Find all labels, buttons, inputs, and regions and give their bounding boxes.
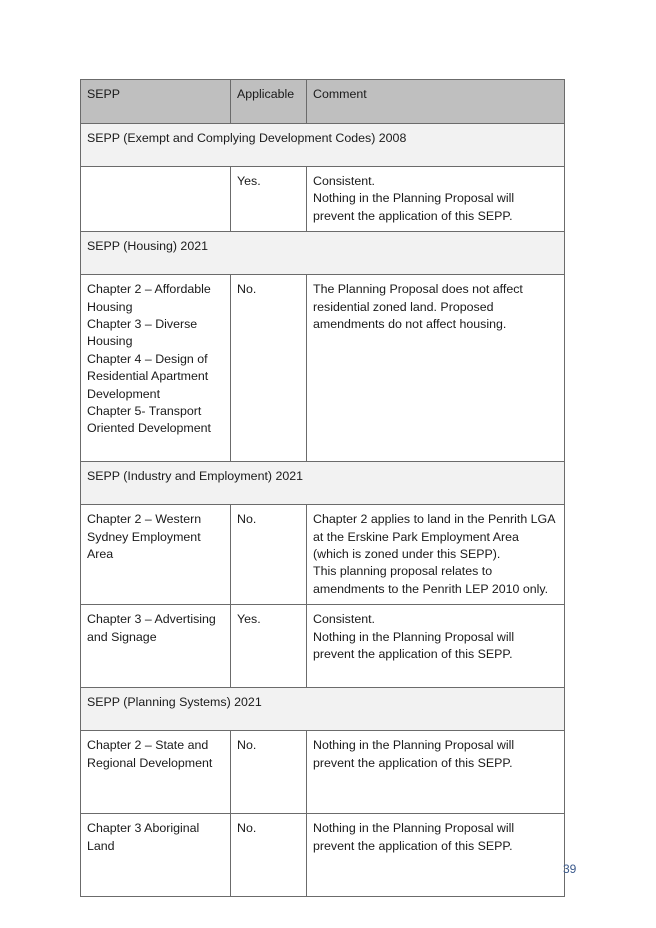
header-comment: Comment — [307, 80, 565, 124]
sepp-table — [80, 79, 565, 897]
table-header-row — [81, 80, 565, 124]
header-applicable: Applicable — [231, 80, 307, 124]
page-number: 39 — [563, 862, 577, 876]
comment-cell: Chapter 2 applies to land in the Penrith LGA at the Erskine Park Employment Area (which is zoned under this SEPP). This planning proposal relates to amendments to the Penrith LEP 2010 only. — [307, 505, 565, 605]
table-row — [81, 605, 565, 688]
section-title: SEPP (Housing) 2021 — [81, 232, 565, 275]
section-row — [81, 462, 565, 505]
sepp-cell: Chapter 3 Aboriginal Land — [81, 814, 231, 897]
comment-cell: Consistent. Nothing in the Planning Proposal will prevent the application of this SEPP. — [307, 167, 565, 232]
table-row — [81, 731, 565, 814]
table-row — [81, 275, 565, 462]
table-row — [81, 814, 565, 897]
table-row — [81, 505, 565, 605]
sepp-cell: Chapter 2 – Western Sydney Employment Area — [81, 505, 231, 605]
sepp-cell — [81, 167, 231, 232]
sepp-cell: Chapter 3 – Advertising and Signage — [81, 605, 231, 688]
table-row — [81, 167, 565, 232]
comment-cell: Nothing in the Planning Proposal will prevent the application of this SEPP. — [307, 731, 565, 814]
section-row — [81, 232, 565, 275]
applicable-cell: Yes. — [231, 167, 307, 232]
sepp-cell: Chapter 2 – State and Regional Development — [81, 731, 231, 814]
applicable-cell: No. — [231, 505, 307, 605]
section-title: SEPP (Industry and Employment) 2021 — [81, 462, 565, 505]
section-title: SEPP (Exempt and Complying Development Codes) 2008 — [81, 124, 565, 167]
applicable-cell: Yes. — [231, 605, 307, 688]
header-sepp: SEPP — [81, 80, 231, 124]
section-title: SEPP (Planning Systems) 2021 — [81, 688, 565, 731]
applicable-cell: No. — [231, 814, 307, 897]
sepp-cell: Chapter 2 – Affordable Housing Chapter 3 – Diverse Housing Chapter 4 – Design of Residential Apartment Development Chapter 5- Transport Oriented Development — [81, 275, 231, 462]
comment-cell: Consistent. Nothing in the Planning Proposal will prevent the application of this SEPP. — [307, 605, 565, 688]
section-row — [81, 688, 565, 731]
comment-cell: The Planning Proposal does not affect residential zoned land. Proposed amendments do not affect housing. — [307, 275, 565, 462]
section-row — [81, 124, 565, 167]
comment-cell: Nothing in the Planning Proposal will prevent the application of this SEPP. — [307, 814, 565, 897]
applicable-cell: No. — [231, 275, 307, 462]
applicable-cell: No. — [231, 731, 307, 814]
